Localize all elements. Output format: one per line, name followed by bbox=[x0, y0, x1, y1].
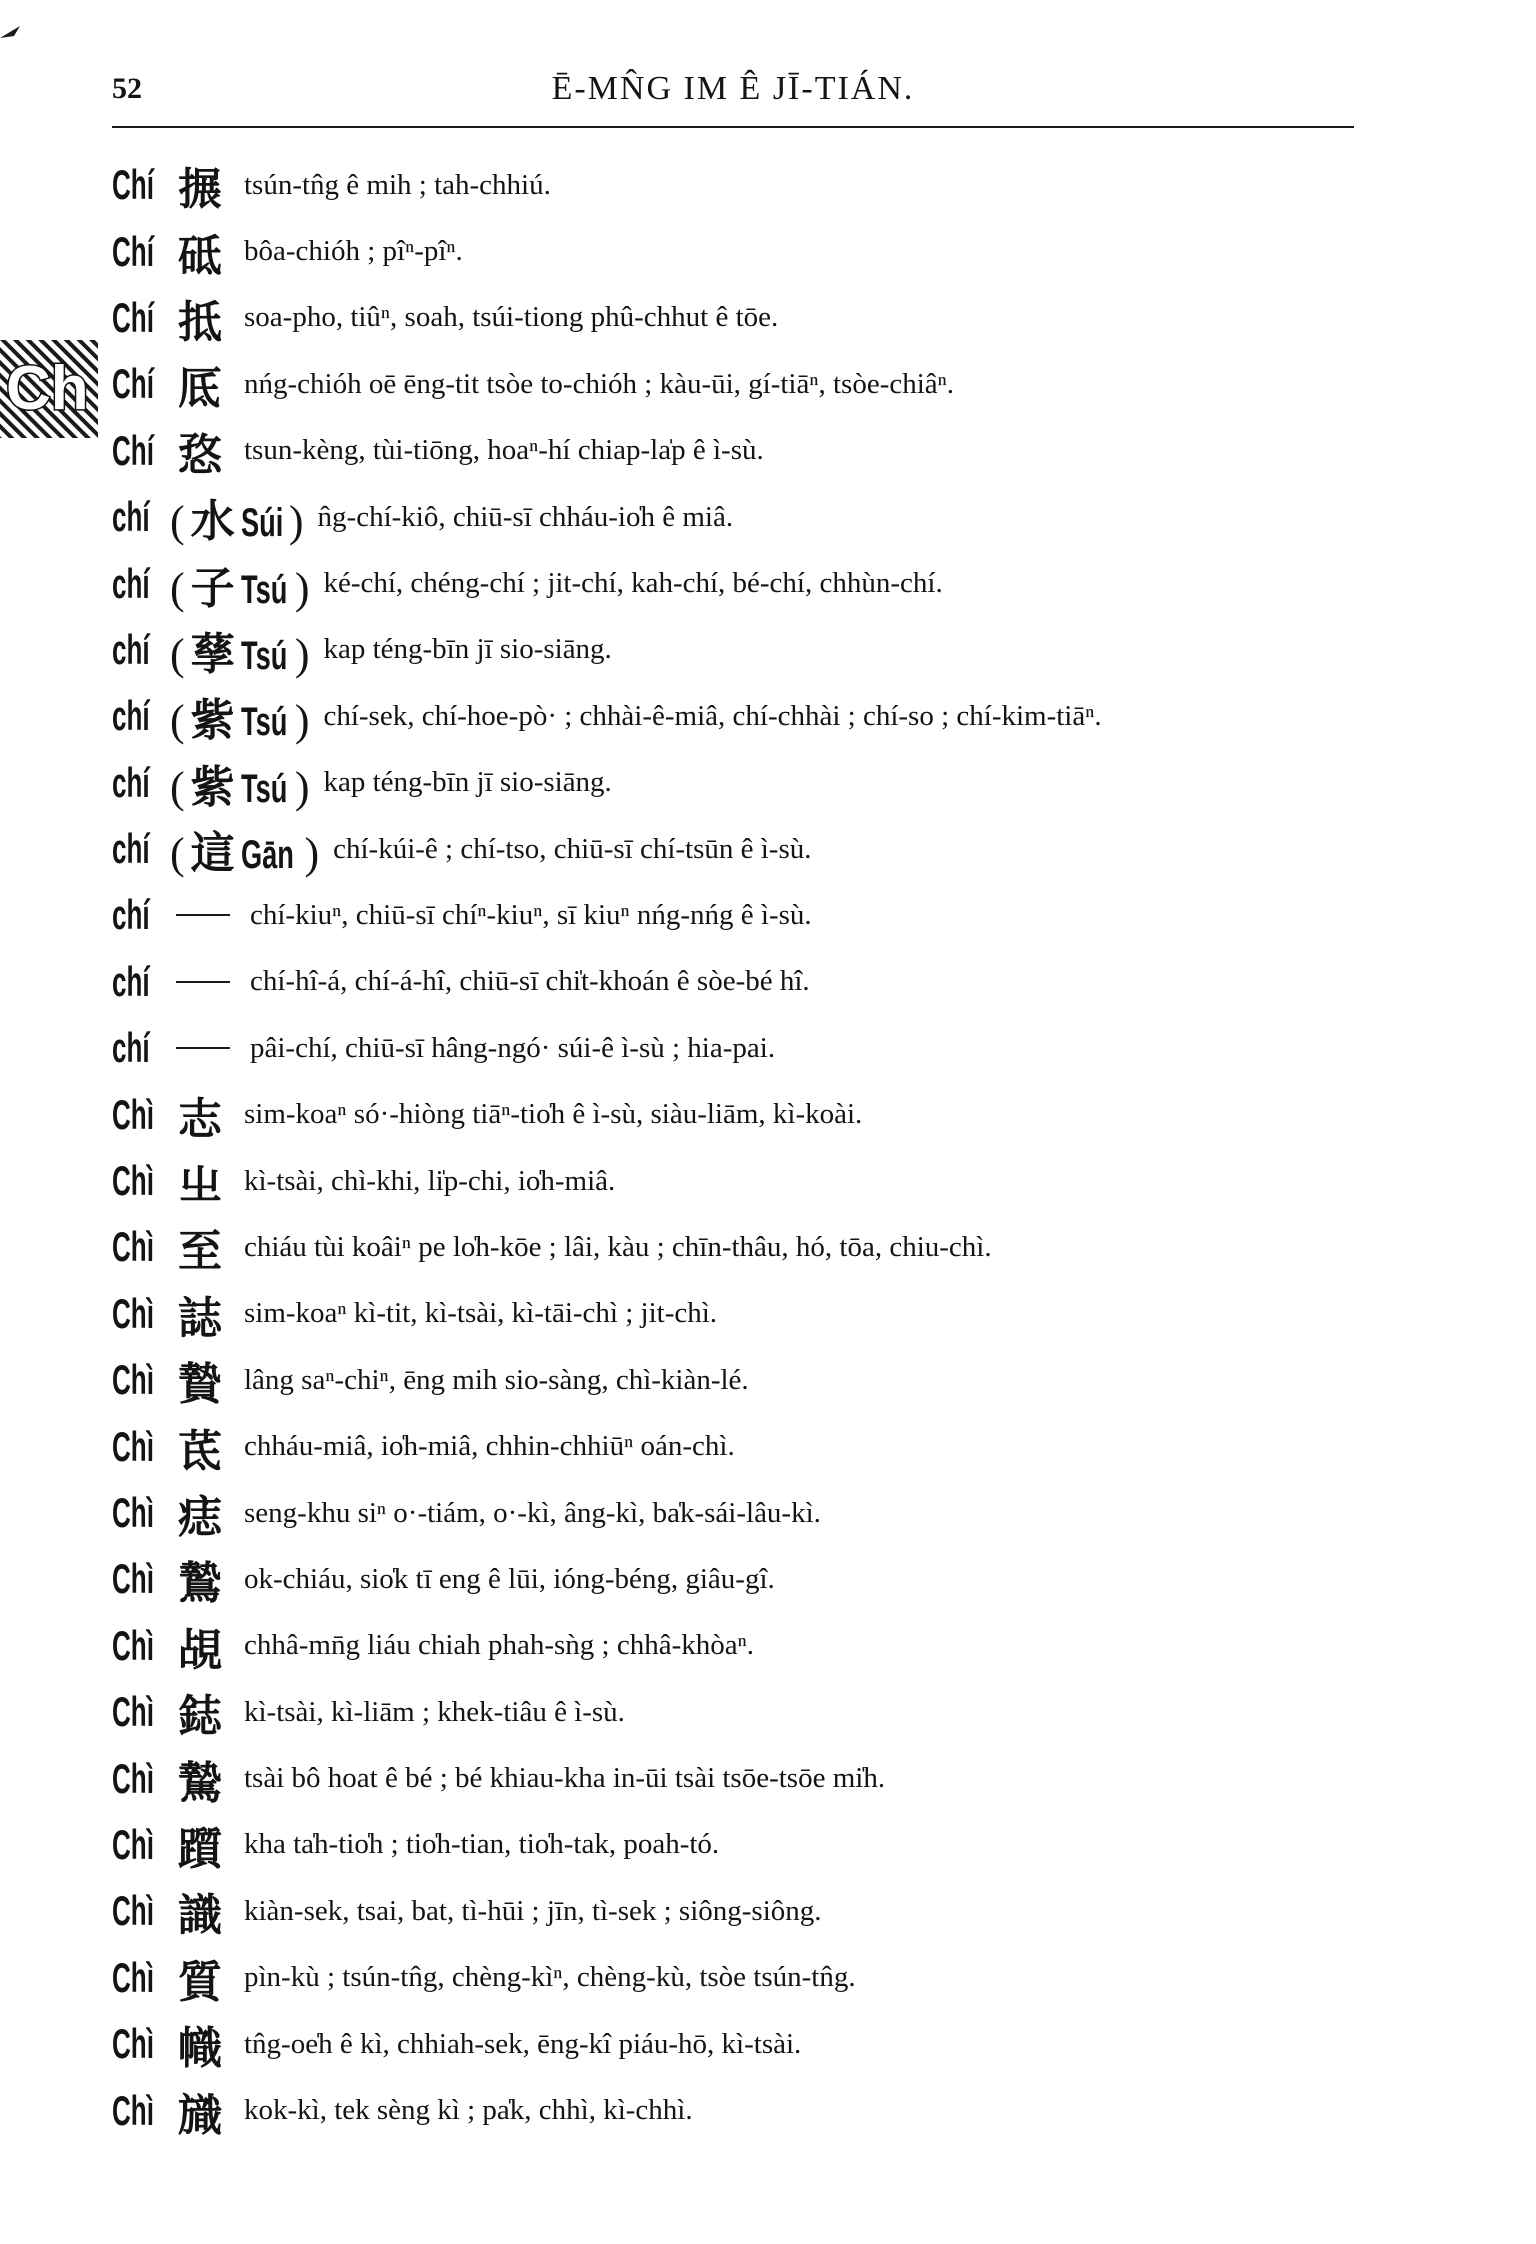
entry-character: 旘 bbox=[178, 2089, 222, 2141]
dictionary-entry bbox=[112, 1945, 1372, 2011]
entry-headword: chí bbox=[112, 891, 150, 939]
dictionary-entry bbox=[112, 1745, 1372, 1811]
dictionary-entry bbox=[112, 882, 1372, 948]
entry-headword: Chì bbox=[112, 1953, 154, 2001]
entry-definition: ké-chí, chéng-chí ; jit-chí, kah-chí, bé-chí, chhùn-chí. bbox=[323, 567, 943, 600]
entry-headword: Chí bbox=[112, 227, 154, 275]
entry-reading: Tsú bbox=[240, 567, 288, 612]
dictionary-entry bbox=[112, 1214, 1372, 1280]
entry-character: 覘 bbox=[178, 1624, 222, 1676]
entry-character: 識 bbox=[178, 1890, 222, 1942]
entry-headword: Chì bbox=[112, 2020, 154, 2068]
dictionary-entry bbox=[112, 351, 1372, 417]
dictionary-entry bbox=[112, 1148, 1372, 1214]
entry-definition: soa-pho, tiûⁿ, soah, tsúi-tiong phû-chhut ê tōe. bbox=[244, 301, 779, 334]
entry-character: 㤵 bbox=[178, 429, 222, 481]
ditto-dash bbox=[176, 1047, 230, 1049]
entry-reading: Tsú bbox=[240, 633, 288, 678]
dictionary-entry bbox=[112, 750, 1372, 816]
thumb-tab-label: Ch bbox=[6, 354, 89, 423]
entry-definition: chháu-miâ, io̍h-miâ, chhin-chhiūⁿ oán-chì. bbox=[244, 1430, 735, 1463]
entry-definition: tn̂g-oe̍h ê kì, chhiah-sek, ēng-kî piáu-hō, kì-tsài. bbox=[244, 2027, 802, 2060]
entry-character: 砥 bbox=[178, 230, 222, 282]
entry-character: 質 bbox=[178, 1956, 222, 2008]
page-header bbox=[112, 62, 1354, 128]
entry-definition: chí-kiuⁿ, chiū-sī chíⁿ-kiuⁿ, sī kiuⁿ nńg-nńg ê ì-sù. bbox=[250, 898, 812, 931]
entry-definition: chí-sek, chí-hoe-pò· ; chhài-ê-miâ, chí-chhài ; chí-so ; chí-kim-tiāⁿ. bbox=[323, 699, 1102, 732]
entry-definition: kha ta̍h-tio̍h ; tio̍h-tian, tio̍h-tak, poah-tó. bbox=[244, 1828, 720, 1861]
entry-headword: chí bbox=[112, 825, 150, 873]
entry-definition: sim-koaⁿ só·-hiòng tiāⁿ-tio̍h ê ì-sù, siàu-liām, kì-koài. bbox=[244, 1098, 863, 1131]
entry-definition: nńg-chióh oē ēng-tit tsòe to-chióh ; kàu-ūi, gí-tiāⁿ, tsòe-chiâⁿ. bbox=[244, 367, 955, 400]
entry-definition: n̂g-chí-kiô, chiū-sī chháu-io̍h ê miâ. bbox=[317, 500, 734, 533]
entry-definition: tsài bô hoat ê bé ; bé khiau-kha in-ūi tsài tsōe-tsōe mi̍h. bbox=[244, 1762, 886, 1795]
entry-definition: lâng saⁿ-chiⁿ, ēng mih sio-sàng, chì-kiàn-lé. bbox=[244, 1363, 749, 1396]
page-number: 52 bbox=[112, 72, 142, 105]
close-paren: ) bbox=[294, 762, 310, 812]
entry-character: 痣 bbox=[178, 1492, 222, 1543]
entry-character: 鋕 bbox=[178, 1691, 222, 1743]
entry-headword: chí bbox=[112, 493, 150, 541]
entry-character: 這 bbox=[190, 828, 235, 880]
entry-definition: sim-koaⁿ kì-tit, kì-tsài, kì-tāi-chì ; jit-chì. bbox=[244, 1297, 718, 1330]
entry-headword: Chí bbox=[112, 426, 154, 474]
dictionary-entry bbox=[112, 484, 1372, 550]
entry-character-group bbox=[170, 817, 319, 881]
entry-character-group bbox=[170, 618, 309, 682]
entry-headword: Chì bbox=[112, 1489, 154, 1536]
dictionary-entry bbox=[112, 1546, 1372, 1612]
entry-definition: chhâ-mn̄g liáu chiah phah-sǹg ; chhâ-khòaⁿ. bbox=[244, 1629, 755, 1662]
entry-headword: Chì bbox=[112, 2086, 154, 2134]
open-paren: ( bbox=[170, 497, 185, 547]
entry-character: 㞢 bbox=[178, 1160, 222, 1212]
entry-definition: kap téng-bīn jī sio-siāng. bbox=[323, 633, 612, 666]
entry-headword: Chì bbox=[112, 1223, 154, 1271]
entry-character: 孶 bbox=[190, 628, 235, 680]
entry-character-group bbox=[170, 751, 309, 815]
entry-character-group bbox=[170, 552, 309, 616]
dictionary-entry bbox=[112, 617, 1372, 683]
entry-character: 志 bbox=[178, 1093, 222, 1145]
dictionary-entry bbox=[112, 2077, 1372, 2143]
open-paren: ( bbox=[170, 829, 185, 879]
entry-reading: Tsú bbox=[240, 700, 288, 745]
entry-definition: chí-hî-á, chí-á-hî, chiū-sī chi̍t-khoán ê sòe-bé hî. bbox=[250, 965, 810, 998]
close-paren: ) bbox=[304, 829, 320, 879]
close-paren: ) bbox=[294, 696, 310, 746]
dictionary-entry bbox=[112, 1015, 1372, 1081]
close-paren: ) bbox=[294, 629, 310, 679]
close-paren: ) bbox=[294, 563, 310, 613]
entry-character-group bbox=[170, 684, 309, 748]
entry-headword: Chì bbox=[112, 1688, 154, 1736]
entry-character: 搌 bbox=[178, 164, 222, 216]
entry-character-group bbox=[170, 485, 304, 549]
entry-definition: tsún-tn̂g ê mih ; tah-chhiú. bbox=[244, 168, 551, 201]
entry-definition: ok-chiáu, sio̍k tī eng ê lūi, ióng-béng, giâu-gî. bbox=[244, 1562, 775, 1595]
entry-definition: pâi-chí, chiū-sī hâng-ngó· súi-ê ì-sù ; hia-pai. bbox=[250, 1031, 776, 1064]
entry-definition: kok-kì, tek sèng kì ; pa̍k, chhì, kì-chhì. bbox=[244, 2094, 693, 2127]
dictionary-entry bbox=[112, 1613, 1372, 1679]
dictionary-entry bbox=[112, 1281, 1372, 1347]
entry-character: 至 bbox=[178, 1226, 222, 1278]
entry-character: 紫 bbox=[190, 761, 235, 813]
dictionary-entry bbox=[112, 1679, 1372, 1745]
dictionary-entry bbox=[112, 1878, 1372, 1944]
entry-character: 紫 bbox=[190, 695, 235, 747]
entry-headword: Chí bbox=[112, 360, 154, 408]
dictionary-entry bbox=[112, 285, 1372, 351]
dictionary-entry bbox=[112, 418, 1372, 484]
close-paren: ) bbox=[288, 497, 304, 547]
entry-reading: Súi bbox=[240, 501, 283, 546]
entry-character: 幟 bbox=[178, 2023, 222, 2075]
entry-character: 子 bbox=[190, 562, 235, 614]
entry-headword: chí bbox=[112, 957, 150, 1005]
entry-headword: chí bbox=[112, 758, 150, 806]
entry-headword: Chì bbox=[112, 1422, 154, 1470]
entry-headword: Chì bbox=[112, 1157, 154, 1205]
entry-headword: Chì bbox=[112, 1754, 154, 1802]
ditto-dash bbox=[176, 914, 230, 916]
entry-headword: Chí bbox=[112, 293, 154, 341]
dictionary-entry bbox=[112, 2011, 1372, 2077]
dictionary-entry bbox=[112, 550, 1372, 616]
entry-definition: kì-tsài, kì-liām ; khek-tiâu ê ì-sù. bbox=[244, 1695, 625, 1728]
entry-headword: Chì bbox=[112, 1621, 154, 1669]
dictionary-entry bbox=[112, 816, 1372, 882]
running-title: Ē-MN̂G IM Ê JĪ-TIÁN. bbox=[551, 70, 915, 107]
thumb-index-tab bbox=[0, 340, 98, 438]
dictionary-entry bbox=[112, 1413, 1372, 1479]
entry-definition: seng-khu siⁿ o·-tiám, o·-kì, âng-kì, ba̍k-sái-lâu-kì. bbox=[244, 1496, 821, 1529]
open-paren: ( bbox=[170, 762, 185, 812]
open-paren: ( bbox=[170, 563, 185, 613]
dictionary-entry bbox=[112, 218, 1372, 284]
entry-headword: Chì bbox=[112, 1090, 154, 1138]
entry-character: 躓 bbox=[178, 1823, 222, 1875]
dictionary-entries bbox=[112, 152, 1372, 2144]
entry-headword: Chì bbox=[112, 1289, 154, 1337]
entry-headword: Chì bbox=[112, 1820, 154, 1868]
entry-definition: chí-kúi-ê ; chí-tso, chiū-sī chí-tsūn ê ì-sù. bbox=[333, 832, 812, 865]
open-paren: ( bbox=[170, 696, 185, 746]
entry-definition: chiáu tùi koâiⁿ pe lo̍h-kōe ; lâi, kàu ; chīn-thâu, hó, tōa, chiu-chì. bbox=[244, 1230, 992, 1263]
entry-reading: Gān bbox=[240, 833, 294, 878]
entry-character: 抵 bbox=[178, 296, 222, 348]
ditto-dash bbox=[176, 981, 230, 983]
entry-character: 鷙 bbox=[178, 1558, 222, 1610]
entry-headword: Chì bbox=[112, 1555, 154, 1603]
entry-character: 贄 bbox=[178, 1359, 222, 1411]
corner-mark-icon bbox=[0, 26, 20, 38]
dictionary-entry bbox=[112, 1812, 1372, 1878]
entry-headword: chí bbox=[112, 1024, 150, 1072]
dictionary-entry bbox=[112, 1081, 1372, 1147]
entry-character: 騺 bbox=[178, 1757, 222, 1809]
entry-definition: kiàn-sek, tsai, bat, tì-hūi ; jīn, tì-sek ; siông-siông. bbox=[244, 1894, 822, 1927]
dictionary-entry bbox=[112, 683, 1372, 749]
entry-definition: tsun-kèng, tùi-tiōng, hoaⁿ-hí chiap-la̍p ê ì-sù. bbox=[244, 434, 764, 467]
entry-character: 茋 bbox=[178, 1425, 222, 1477]
entry-reading: Tsú bbox=[240, 766, 288, 811]
entry-character: 誌 bbox=[178, 1292, 222, 1344]
dictionary-entry bbox=[112, 949, 1372, 1015]
entry-character: 水 bbox=[190, 496, 235, 548]
open-paren: ( bbox=[170, 629, 185, 679]
entry-definition: pìn-kù ; tsún-tn̂g, chèng-kìⁿ, chèng-kù, tsòe tsún-tn̂g. bbox=[244, 1961, 856, 1994]
entry-definition: kap téng-bīn jī sio-siāng. bbox=[323, 766, 612, 799]
entry-definition: kì-tsài, chì-khi, li̍p-chi, io̍h-miâ. bbox=[244, 1164, 616, 1197]
entry-headword: chí bbox=[112, 625, 150, 673]
dictionary-entry bbox=[112, 152, 1372, 218]
header-rule bbox=[112, 126, 1354, 128]
entry-definition: bôa-chióh ; pîⁿ-pîⁿ. bbox=[244, 235, 463, 268]
dictionary-entry bbox=[112, 1480, 1372, 1546]
entry-headword: Chì bbox=[112, 1356, 154, 1404]
entry-headword: chí bbox=[112, 559, 150, 607]
entry-character: 厎 bbox=[178, 363, 222, 415]
dictionary-entry bbox=[112, 1347, 1372, 1413]
entry-headword: Chì bbox=[112, 1887, 154, 1935]
entry-headword: chí bbox=[112, 692, 150, 740]
entry-headword: Chí bbox=[112, 161, 154, 209]
